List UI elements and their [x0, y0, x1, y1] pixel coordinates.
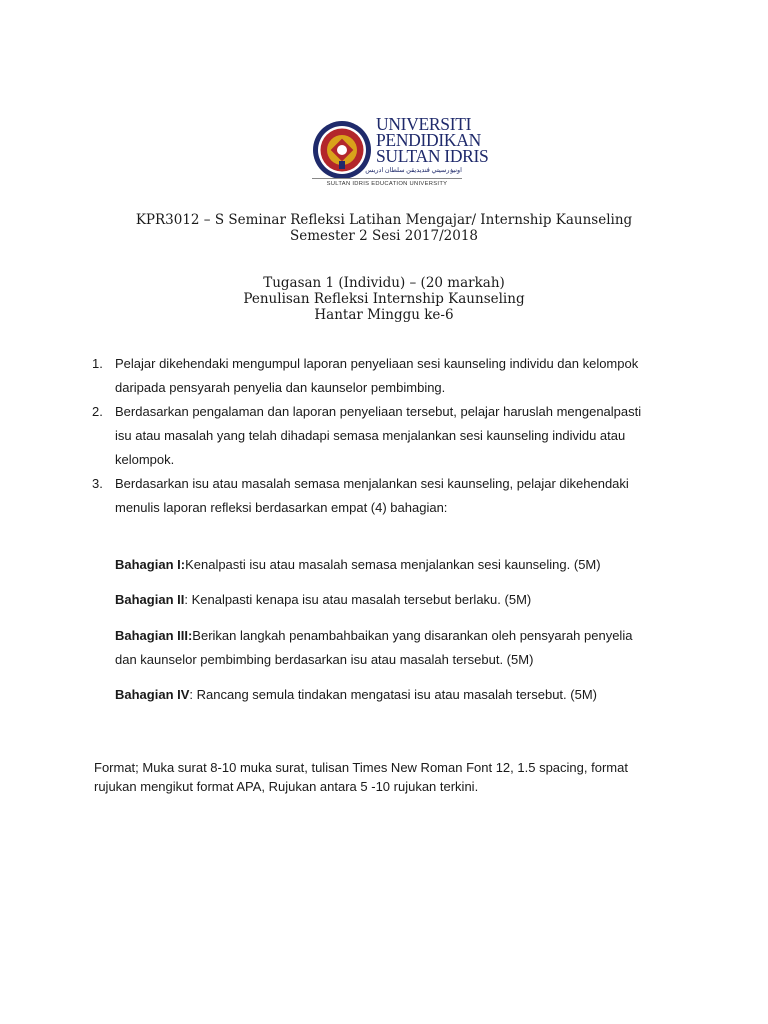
item-text-line: Berdasarkan isu atau masalah semasa menjalankan sesi kaunseling, pelajar dikehendaki: [115, 476, 629, 491]
university-wordmark: [365, 114, 489, 174]
university-seal-icon: [312, 120, 372, 180]
university-logo: [312, 112, 489, 194]
section-text: Berikan langkah penambahbaikan yang disarankan oleh pensyarah penyelia: [192, 628, 633, 643]
item-number: 1.: [92, 356, 103, 371]
course-header: [0, 212, 768, 244]
wordmark-arabic: اونيۏرسيتي ڤنديديقن سلطان ادريس: [365, 167, 462, 174]
format-note-line: rujukan mengikut format APA, Rujukan antara 5 -10 rujukan terkini.: [94, 779, 479, 794]
university-english-name: SULTAN IDRIS EDUCATION UNIVERSITY: [326, 181, 448, 187]
assignment-subtitle: Penulisan Refleksi Internship Kaunseling: [243, 291, 525, 307]
wordmark-line-2: PENDIDIKAN: [376, 130, 481, 150]
section-bahagian-3: [115, 624, 695, 672]
section-text: : Rancang semula tindakan mengatasi isu atau masalah tersebut. (5M): [189, 687, 597, 702]
format-note: [94, 758, 694, 796]
logo-divider: [312, 178, 462, 179]
item-text-line: Pelajar dikehendaki mengumpul laporan penyeliaan sesi kaunseling individu dan kelompok: [115, 356, 639, 371]
list-item: [92, 472, 692, 520]
item-number: 3.: [92, 476, 103, 491]
item-number: 2.: [92, 404, 103, 419]
section-text: dan kaunselor pembimbing berdasarkan isu atau masalah tersebut. (5M): [115, 652, 534, 667]
wordmark-line-3: SULTAN IDRIS: [376, 146, 489, 166]
item-text-line: daripada pensyarah penyelia dan kaunselor pembimbing.: [115, 380, 446, 395]
item-text-line: kelompok.: [115, 452, 175, 467]
list-item: [92, 400, 692, 472]
assignment-title: Tugasan 1 (Individu) – (20 markah): [263, 275, 505, 291]
item-text-line: Berdasarkan pengalaman dan laporan penyeliaan tersebut, pelajar haruslah mengenalpasti: [115, 404, 642, 419]
submission-deadline: Hantar Minggu ke-6: [314, 307, 454, 323]
section-label: Bahagian III:: [115, 628, 193, 643]
item-text-line: isu atau masalah yang telah dihadapi semasa menjalankan sesi kaunseling individu atau: [115, 428, 626, 443]
section-label: Bahagian IV: [115, 687, 190, 702]
section-label: Bahagian II: [115, 592, 185, 607]
section-text: : Kenalpasti kenapa isu atau masalah tersebut berlaku. (5M): [184, 592, 532, 607]
assignment-header: [0, 275, 768, 323]
list-item: [92, 352, 692, 400]
semester-line: Semester 2 Sesi 2017/2018: [289, 228, 479, 244]
section-bahagian-4: [115, 683, 695, 707]
instruction-list: [92, 352, 692, 520]
course-title: KPR3012 – S Seminar Refleksi Latihan Mengajar/ Internship Kaunseling: [135, 212, 633, 228]
section-label: Bahagian I:: [115, 557, 186, 572]
section-bahagian-2: [115, 588, 695, 612]
wordmark-line-1: UNIVERSITI: [376, 114, 472, 134]
item-text-line: menulis laporan refleksi berdasarkan empat (4) bahagian:: [115, 500, 448, 515]
section-text: Kenalpasti isu atau masalah semasa menjalankan sesi kaunseling. (5M): [185, 557, 601, 572]
format-note-line: Format; Muka surat 8-10 muka surat, tulisan Times New Roman Font 12, 1.5 spacing, format: [94, 760, 628, 775]
section-bahagian-1: [115, 553, 695, 577]
